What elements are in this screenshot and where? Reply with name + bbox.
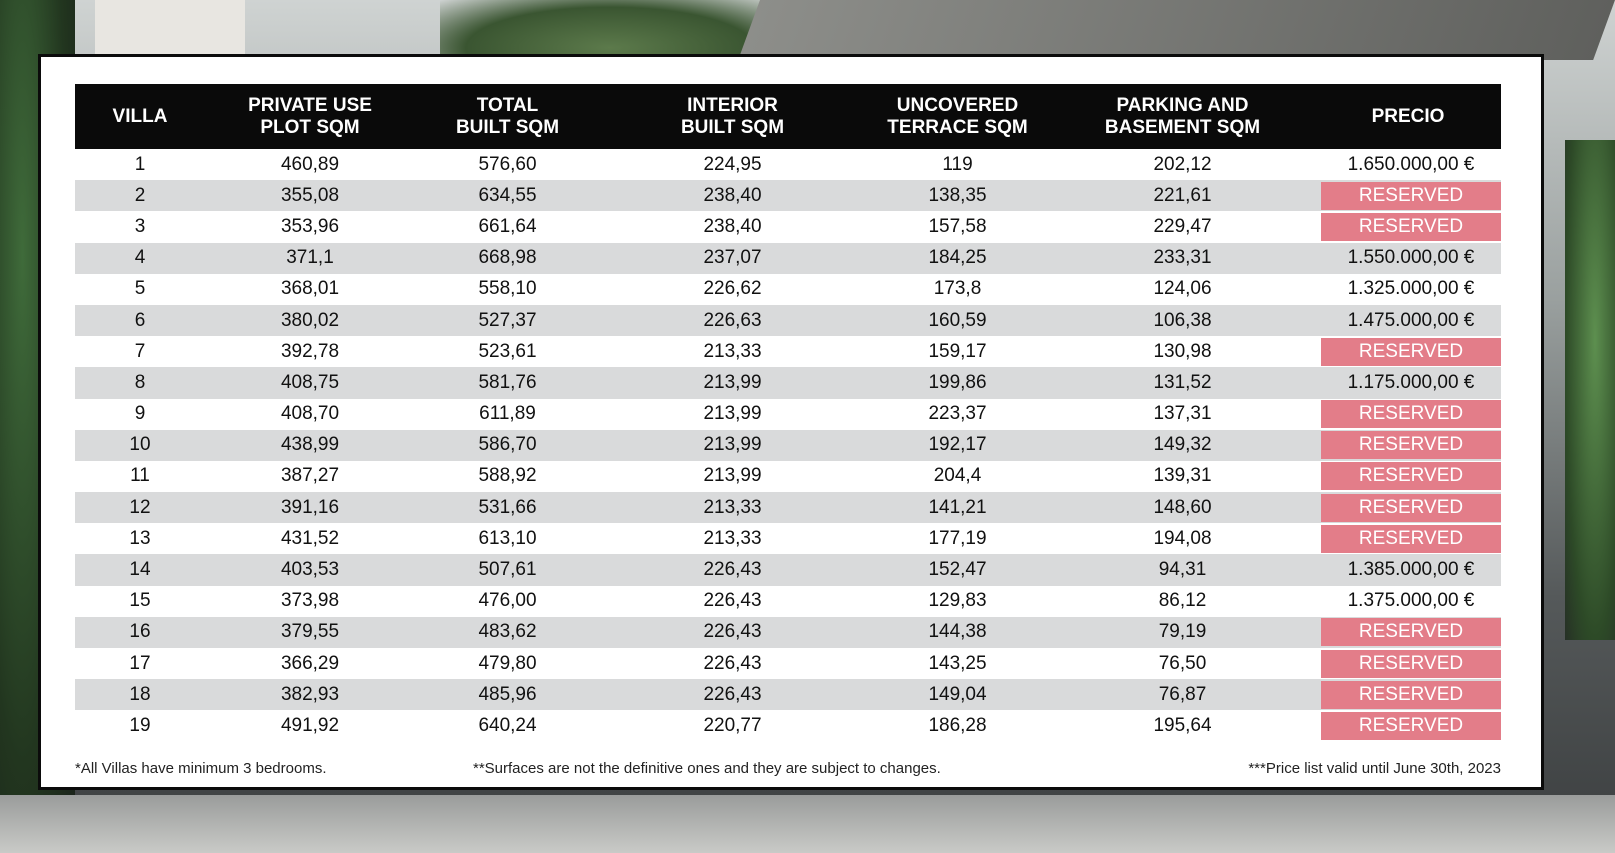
cell-interior: 237,07 [600,243,865,274]
price-value: 1.385.000,00 € [1347,559,1475,581]
cell-villa: 8 [75,367,205,398]
cell-terrace: 152,47 [865,554,1050,585]
cell-interior: 238,40 [703,215,762,237]
cell-interior: 226,62 [703,278,762,300]
cell-price [1315,430,1501,461]
cell-total: 531,66 [415,492,600,523]
cell-plot: 387,27 [280,465,340,487]
cell-price [1315,523,1501,554]
cell-parking: 229,47 [1153,215,1212,237]
cell-parking: 76,87 [1050,679,1315,710]
cell-price [1315,399,1501,430]
cell-plot: 371,1 [205,243,415,274]
cell-plot: 391,16 [205,492,415,523]
reserved-badge: RESERVED [1321,462,1501,490]
cell-total: 527,37 [415,305,600,336]
cell-plot: 403,53 [205,554,415,585]
reserved-badge: RESERVED [1321,338,1501,366]
cell-parking: 202,12 [1153,153,1212,175]
cell-interior: 213,99 [703,403,762,425]
cell-parking: 194,08 [1153,527,1212,549]
cell-terrace: 192,17 [865,430,1050,461]
reserved-badge: RESERVED [1321,213,1501,241]
table-row [75,492,1501,523]
table-row [75,305,1501,336]
cell-total: 634,55 [415,180,600,211]
cell-interior: 213,99 [703,465,762,487]
table-row [75,274,1501,305]
cell-terrace: 160,59 [865,305,1050,336]
cell-terrace: 199,86 [865,367,1050,398]
reserved-badge: RESERVED [1321,182,1501,210]
price-value: 1.175.000,00 € [1347,371,1475,393]
cell-villa: 6 [75,305,205,336]
reserved-badge: RESERVED [1321,618,1501,646]
table-row [75,586,1501,617]
price-value: 1.550.000,00 € [1347,247,1475,269]
cell-villa: 13 [129,527,151,549]
table-row [75,180,1501,211]
cell-parking: 149,32 [1050,430,1315,461]
cell-terrace: 159,17 [928,340,987,362]
cell-plot: 366,29 [280,652,340,674]
cell-interior: 226,43 [600,617,865,648]
cell-villa: 17 [129,652,151,674]
cell-price [1315,679,1501,710]
cell-price [1315,492,1501,523]
cell-terrace: 186,28 [928,714,987,736]
cell-plot: 438,99 [205,430,415,461]
cell-price [1315,461,1501,492]
cell-villa: 15 [129,590,151,612]
cell-interior: 213,33 [703,340,762,362]
cell-price [1315,617,1501,648]
price-table [75,84,1501,742]
cell-villa: 10 [75,430,205,461]
cell-total: 661,64 [478,215,537,237]
cell-terrace: 119 [942,153,973,175]
reserved-badge: RESERVED [1321,431,1501,459]
header-interior-built: INTERIOR BUILT SQM [600,84,865,149]
table-row [75,617,1501,648]
cell-plot: 392,78 [280,340,340,362]
cell-total: 588,92 [478,465,537,487]
reserved-badge: RESERVED [1321,681,1501,709]
table-row [75,243,1501,274]
cell-total: 576,60 [478,153,537,175]
cell-plot: 368,01 [280,278,340,300]
cell-parking: 86,12 [1158,590,1207,612]
table-row [75,710,1501,741]
header-total-built: TOTAL BUILT SQM [415,84,600,149]
cell-total: 485,96 [415,679,600,710]
cell-villa: 2 [75,180,205,211]
cell-price [1315,648,1501,679]
cell-villa: 5 [134,278,146,300]
cell-interior: 224,95 [703,153,762,175]
cell-terrace: 129,83 [928,590,987,612]
table-header-row [75,84,1501,149]
cell-parking: 106,38 [1050,305,1315,336]
cell-parking: 94,31 [1050,554,1315,585]
cell-parking: 130,98 [1153,340,1212,362]
reserved-badge: RESERVED [1321,650,1501,678]
cell-parking: 76,50 [1158,652,1207,674]
table-row [75,554,1501,585]
cell-total: 507,61 [415,554,600,585]
table-row [75,523,1501,554]
cell-plot: 431,52 [280,527,340,549]
cell-interior: 220,77 [703,714,762,736]
table-row [75,461,1501,492]
cell-terrace: 204,4 [933,465,982,487]
table-row [75,648,1501,679]
cell-plot: 380,02 [205,305,415,336]
cell-price [1315,554,1501,585]
cell-price [1315,586,1501,617]
cell-villa: 16 [75,617,205,648]
cell-interior: 238,40 [600,180,865,211]
cell-plot: 353,96 [280,215,340,237]
cell-parking: 221,61 [1050,180,1315,211]
cell-terrace: 177,19 [928,527,987,549]
cell-price [1315,149,1501,180]
cell-villa: 1 [134,153,146,175]
table-row [75,211,1501,242]
cell-parking: 79,19 [1050,617,1315,648]
cell-price [1315,367,1501,398]
cell-villa: 3 [134,215,146,237]
table-row [75,367,1501,398]
cell-price [1315,274,1501,305]
cell-interior: 213,33 [600,492,865,523]
header-parking-basement: PARKING AND BASEMENT SQM [1050,84,1315,149]
table-row [75,679,1501,710]
cell-parking: 124,06 [1153,278,1212,300]
cell-total: 479,80 [478,652,537,674]
cell-villa: 12 [75,492,205,523]
header-precio: PRECIO [1315,84,1501,149]
cell-price [1315,243,1501,274]
cell-interior: 213,99 [600,367,865,398]
cell-parking: 148,60 [1050,492,1315,523]
cell-price [1315,336,1501,367]
cell-total: 611,89 [479,403,536,425]
cell-plot: 491,92 [280,714,340,736]
cell-villa: 18 [75,679,205,710]
header-villa: VILLA [75,84,205,149]
cell-total: 483,62 [415,617,600,648]
table-row [75,430,1501,461]
header-uncovered-terrace: UNCOVERED TERRACE SQM [865,84,1050,149]
cell-price [1315,180,1501,211]
table-row [75,149,1501,180]
cell-terrace: 173,8 [933,278,982,300]
cell-villa: 4 [75,243,205,274]
cell-terrace: 144,38 [865,617,1050,648]
note-surfaces: **Surfaces are not the definitive ones and they are subject to changes. [473,760,941,777]
cell-terrace: 138,35 [865,180,1050,211]
cell-total: 640,24 [478,714,537,736]
price-value: 1.375.000,00 € [1347,590,1475,612]
price-value: 1.650.000,00 € [1347,153,1475,175]
reserved-badge: RESERVED [1321,400,1501,428]
cell-villa: 14 [75,554,205,585]
cell-interior: 213,99 [600,430,865,461]
cell-interior: 226,63 [600,305,865,336]
cell-plot: 460,89 [280,153,340,175]
reserved-badge: RESERVED [1321,712,1501,740]
cell-total: 613,10 [478,527,537,549]
cell-plot: 355,08 [205,180,415,211]
cell-total: 523,61 [478,340,537,362]
cell-parking: 131,52 [1050,367,1315,398]
cell-interior: 226,43 [600,554,865,585]
table-row [75,399,1501,430]
cell-plot: 373,98 [280,590,340,612]
cell-total: 558,10 [478,278,537,300]
footnotes [75,760,1501,782]
cell-terrace: 157,58 [928,215,987,237]
cell-parking: 139,31 [1153,465,1212,487]
cell-terrace: 143,25 [928,652,987,674]
cell-interior: 213,33 [703,527,762,549]
cell-total: 581,76 [415,367,600,398]
cell-plot: 408,70 [280,403,340,425]
price-list-card [38,54,1544,790]
price-value: 1.475.000,00 € [1347,309,1475,331]
note-bedrooms: *All Villas have minimum 3 bedrooms. [75,760,327,777]
cell-terrace: 223,37 [928,403,987,425]
cell-villa: 19 [129,714,151,736]
cell-price [1315,305,1501,336]
cell-terrace: 141,21 [865,492,1050,523]
cell-parking: 195,64 [1153,714,1212,736]
cell-plot: 379,55 [205,617,415,648]
cell-terrace: 149,04 [865,679,1050,710]
reserved-badge: RESERVED [1321,525,1501,553]
cell-total: 476,00 [478,590,537,612]
note-validity: ***Price list valid until June 30th, 2023 [1248,760,1501,777]
cell-villa: 11 [130,465,150,487]
reserved-badge: RESERVED [1321,494,1501,522]
price-value: 1.325.000,00 € [1347,278,1475,300]
cell-villa: 7 [134,340,146,362]
cell-price [1315,211,1501,242]
header-private-use-plot: PRIVATE USE PLOT SQM [205,84,415,149]
cell-interior: 226,43 [703,590,762,612]
cell-plot: 408,75 [205,367,415,398]
cell-interior: 226,43 [703,652,762,674]
cell-parking: 233,31 [1050,243,1315,274]
cell-parking: 137,31 [1153,403,1212,425]
cell-interior: 226,43 [600,679,865,710]
cell-plot: 382,93 [205,679,415,710]
cell-total: 668,98 [415,243,600,274]
cell-villa: 9 [134,403,146,425]
cell-total: 586,70 [415,430,600,461]
cell-terrace: 184,25 [865,243,1050,274]
table-row [75,336,1501,367]
cell-price [1315,710,1501,741]
